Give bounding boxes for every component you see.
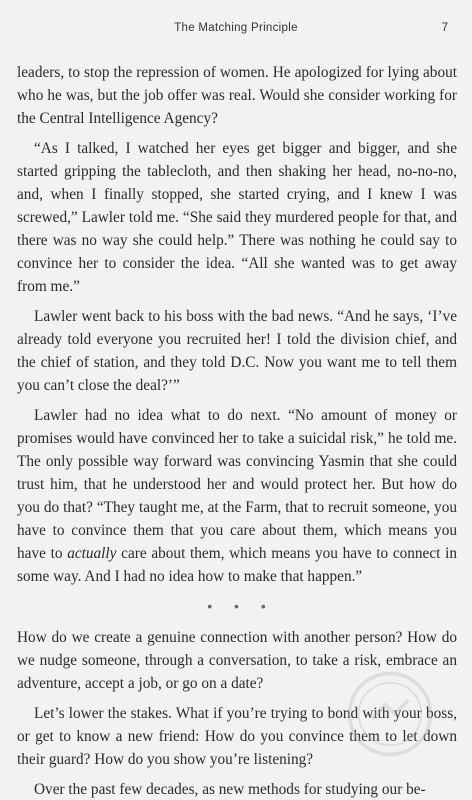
- running-title: The Matching Principle: [174, 22, 298, 34]
- paragraph-4-before: Lawler had no idea what to do next. “No amount of money or promises would have convinced her to take a suicidal risk,” he told me. The only possible way forward was convincing Yasmin that she could trust him, that he understood her and would protect her. But how do you do that? “They taught me, at the Farm, that to recruit someone, you have to convince them that you care about them, which means you have to: [17, 407, 457, 562]
- paragraph-4: [17, 404, 457, 588]
- page-number: 7: [441, 22, 448, 34]
- section-break: • • •: [207, 598, 275, 614]
- paragraph-1: leaders, to stop the repression of women. He apologized for lying about who he was, but the job offer was real. Would she consider working for the Central Intelligence Agency?: [17, 64, 457, 127]
- paragraph-4-after: care about them, which means you have to connect in some way. And I had no idea how to make that happen.”: [17, 545, 457, 585]
- paragraph-7: Over the past few decades, as new methods for studying our be-: [34, 781, 426, 798]
- paragraph-3: Lawler went back to his boss with the bad news. “And he says, ‘I’ve already told everyone you recruited her! I told the division chief, and the chief of station, and they told D.C. Now you want me to tell them you can’t close the deal?’”: [17, 308, 457, 394]
- paragraph-2: “As I talked, I watched her eyes get bigger and bigger, and she started gripping the tablecloth, and then shaking her head, no-no-no, and, when I finally stopped, she started crying, and I knew I was screwed,” Lawler told me. “She said they murdered people for that, and there was no way she could help.” There was nothing he could say to convince her to consider the idea. “All she wanted was to get away from me.”: [17, 140, 457, 295]
- seal-watermark-icon: [344, 668, 436, 760]
- paragraph-5: How do we create a genuine connection with another person? How do we nudge someone, through a conversation, to take a risk, embrace an adventure, accept a job, or go on a date?: [17, 629, 457, 692]
- running-head: [0, 22, 472, 38]
- emphasis-actually: actually: [67, 545, 117, 562]
- paragraph-6: Let’s lower the stakes. What if you’re trying to bond with your boss, or get to know a new friend: How do you convince them to let down their guard? How do you show you’re listening?: [17, 705, 457, 768]
